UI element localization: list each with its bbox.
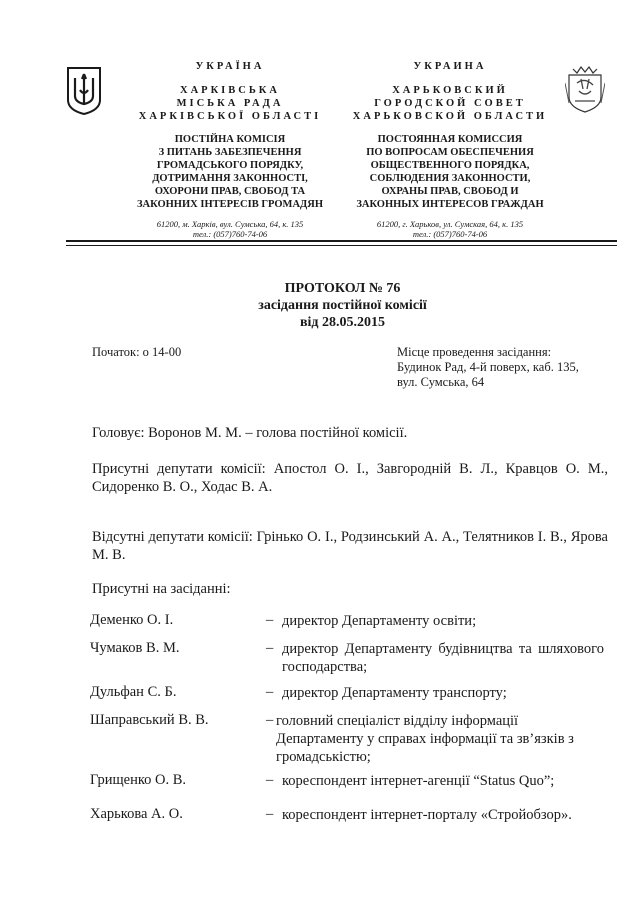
council-ua-line-3: ХАРКІВСЬКОЇ ОБЛАСТІ [138,111,322,122]
attendee-role: головний спеціаліст відділу інформації Департаменту у справах інформації та зв’язків з громадськістю; [276,713,574,765]
attendee-dash: – [266,806,274,822]
header-divider-thin [66,245,617,246]
venue-line-3: вул. Сумська, 64 [397,375,485,389]
attendee-role: директор Департаменту освіти; [282,613,477,629]
council-ru-line-1: ХАРЬКОВСКИЙ [392,85,508,96]
attendee-dash: – [266,772,274,788]
commission-ru-line-5: ОХРАНЫ ПРАВ, СВОБОД И [381,186,519,197]
attendee-name: Харькова А. О. [90,806,183,822]
address-ru: 61200, г. Харьков, ул. Сумская, 64, к. 135 [376,219,524,229]
start-time: Початок: о 14-00 [92,345,182,359]
attendee-dash: – [266,712,274,728]
address-ua: 61200, м. Харків, вул. Сумська, 64, к. 135 [156,219,304,229]
chair-line: Головує: Воронов М. М. – голова постійної комісії. [92,425,408,441]
attendee-dash: – [266,612,274,628]
commission-ru-line-1: ПОСТОЯННАЯ КОМИССИЯ [377,134,523,145]
attendee-dash: – [266,640,274,656]
attendee-role: директор Департаменту будівництва та шляхового господарства; [282,641,604,675]
commission-ua-line-6: ЗАКОННИХ ІНТЕРЕСІВ ГРОМАДЯН [137,199,323,210]
commission-ua-line-4: ДОТРИМАННЯ ЗАКОННОСТІ, [152,173,308,184]
commission-ru-line-6: ЗАКОННЫХ ИНТЕРЕСОВ ГРАЖДАН [356,199,544,210]
commission-ua-line-2: З ПИТАНЬ ЗАБЕЗПЕЧЕННЯ [158,147,302,158]
attendee-name: Деменко О. І. [90,612,174,628]
protocol-subtitle: засідання постійної комісії [258,298,427,313]
header-divider-thick [66,240,617,242]
protocol-title: ПРОТОКОЛ № 76 [284,281,401,296]
phone-ru: тел.: (057)760-74-06 [412,229,488,239]
commission-ru-line-4: СОБЛЮДЕНИЯ ЗАКОННОСТИ, [369,173,531,184]
country-ru: УКРАИНА [413,61,487,72]
commission-ua-line-3: ГРОМАДСЬКОГО ПОРЯДКУ, [156,160,304,171]
protocol-title-block [100,280,585,331]
attendees-heading: Присутні на засіданні: [92,581,231,597]
council-ru-line-3: ХАРЬКОВСКОЙ ОБЛАСТИ [352,111,548,122]
commission-ua-line-5: ОХОРОНИ ПРАВ, СВОБОД ТА [154,186,306,197]
council-ua-line-2: МІСЬКА РАДА [176,98,284,109]
protocol-date: від 28.05.2015 [299,315,386,330]
venue-line-1: Місце проведення засідання: [397,345,552,359]
attendee-role: кореспондент інтернет-порталу «Стройобзор». [282,807,572,823]
attendee-name: Дульфан С. Б. [90,684,177,700]
attendee-dash: – [266,684,274,700]
header-ua [110,60,350,239]
attendee-name: Шаправський В. В. [90,712,209,728]
ukraine-trident-emblem [66,66,102,116]
venue-line-2: Будинок Рад, 4-й поверх, каб. 135, [397,360,579,374]
absent-deputies: Відсутні депутати комісії: Грінько О. І., Родзинський А. А., Телятников І. В., Ярова М. В. [92,529,608,563]
kharkiv-coat-of-arms-emblem [565,63,605,115]
attendee-role: директор Департаменту транспорту; [282,685,507,701]
commission-ua-line-1: ПОСТІЙНА КОМІСІЯ [174,134,286,145]
council-ru-line-2: ГОРОДСКОЙ СОВЕТ [374,98,526,109]
venue-block [397,345,579,390]
attendee-name: Чумаков В. М. [90,640,180,656]
present-deputies: Присутні депутати комісії: Апостол О. І., Завгородній В. Л., Кравцов О. М., Сидоренко В. О., Ходас В. А. [92,461,608,495]
commission-ru-line-2: ПО ВОПРОСАМ ОБЕСПЕЧЕНИЯ [366,147,534,158]
attendee-role: кореспондент інтернет-агенції “Status Quo”; [282,773,555,789]
attendee-name: Грищенко О. В. [90,772,187,788]
header-ru [330,60,570,239]
commission-ru-line-3: ОБЩЕСТВЕННОГО ПОРЯДКА, [370,160,530,171]
phone-ua: тел.: (057)760-74-06 [192,229,268,239]
country-ua: УКРАЇНА [195,61,265,72]
council-ua-line-1: ХАРКІВСЬКА [179,85,280,96]
